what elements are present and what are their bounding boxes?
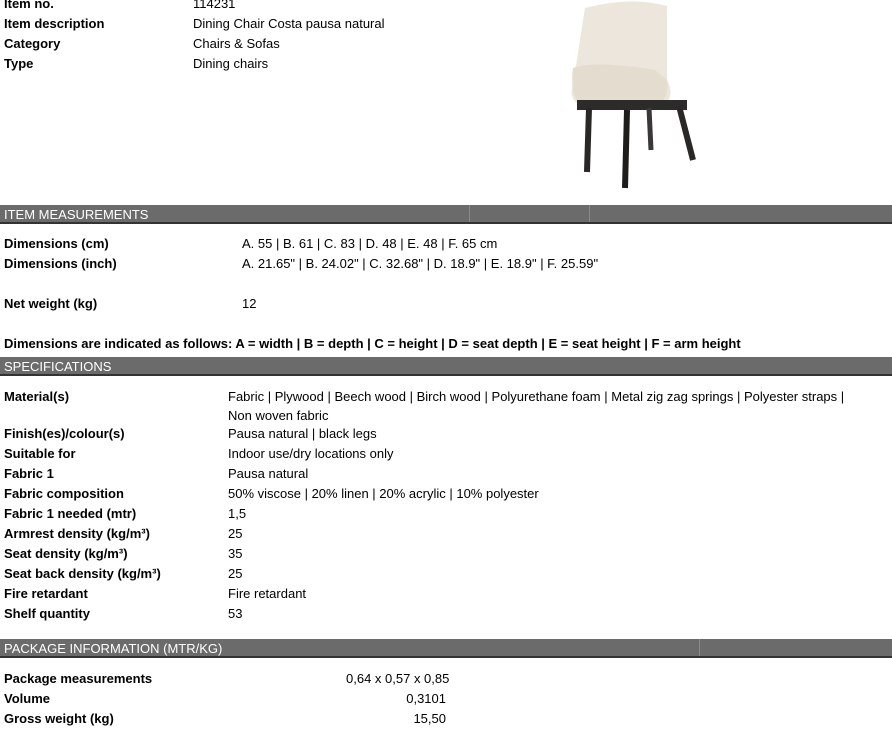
label: Net weight (kg) <box>4 296 98 311</box>
section-title: SPECIFICATIONS <box>4 359 112 374</box>
section-header-package-information <box>0 639 892 658</box>
value: 53 <box>228 606 243 621</box>
section-title: PACKAGE INFORMATION (MTR/KG) <box>4 641 223 656</box>
value: Dining Chair Costa pausa natural <box>193 16 385 31</box>
value: Indoor use/dry locations only <box>228 446 394 461</box>
label: Armrest density (kg/m³) <box>4 526 150 541</box>
value: 1,5 <box>228 506 247 521</box>
label: Gross weight (kg) <box>4 711 114 726</box>
value: 25 <box>228 566 243 581</box>
value: A. 55 | B. 61 | C. 83 | D. 48 | E. 48 | F. 65 cm <box>242 236 498 251</box>
label: Category <box>4 36 61 51</box>
label: Item description <box>4 16 105 31</box>
value: Chairs & Sofas <box>193 36 280 51</box>
label: Seat density (kg/m³) <box>4 546 128 561</box>
value: A. 21.65" | B. 24.02" | C. 32.68" | D. 18.9" | E. 18.9" | F. 25.59" <box>242 256 599 271</box>
value: 50% viscose | 20% linen | 20% acrylic | 10% polyester <box>228 486 539 501</box>
dimensions-note: Dimensions are indicated as follows: A = width | B = depth | C = height | D = seat depth | E = seat height | F = arm height <box>4 336 741 351</box>
label: Volume <box>4 691 50 706</box>
value: Non woven fabric <box>228 408 329 423</box>
label: Finish(es)/colour(s) <box>4 426 125 441</box>
label: Fire retardant <box>4 586 88 601</box>
label: Shelf quantity <box>4 606 90 621</box>
value: Fabric | Plywood | Beech wood | Birch wood | Polyurethane foam | Metal zig zag springs | Polyester straps | <box>228 389 845 404</box>
section-header-specifications <box>0 357 892 376</box>
value: 12 <box>242 296 257 311</box>
value: Dining chairs <box>193 56 269 71</box>
label: Fabric 1 needed (mtr) <box>4 506 137 521</box>
label: Item no. <box>4 0 54 11</box>
label: Dimensions (cm) <box>4 236 109 251</box>
value: Pausa natural | black legs <box>228 426 377 441</box>
section-title: ITEM MEASUREMENTS <box>4 207 149 222</box>
value: 0,64 x 0,57 x 0,85 <box>346 671 450 686</box>
label: Package measurements <box>4 671 153 686</box>
section-header-item-measurements <box>0 205 892 224</box>
label: Seat back density (kg/m³) <box>4 566 161 581</box>
label: Type <box>4 56 34 71</box>
value: 25 <box>228 526 243 541</box>
value: Pausa natural <box>228 466 309 481</box>
value: 35 <box>228 546 243 561</box>
label: Dimensions (inch) <box>4 256 117 271</box>
value: 15,50 <box>413 711 446 726</box>
label: Fabric 1 <box>4 466 54 481</box>
value: 0,3101 <box>406 691 446 706</box>
label: Fabric composition <box>4 486 124 501</box>
value: 114231 <box>193 0 236 11</box>
chair-product-image <box>555 0 705 190</box>
label: Material(s) <box>4 389 70 404</box>
label: Suitable for <box>4 446 76 461</box>
value: Fire retardant <box>228 586 307 601</box>
